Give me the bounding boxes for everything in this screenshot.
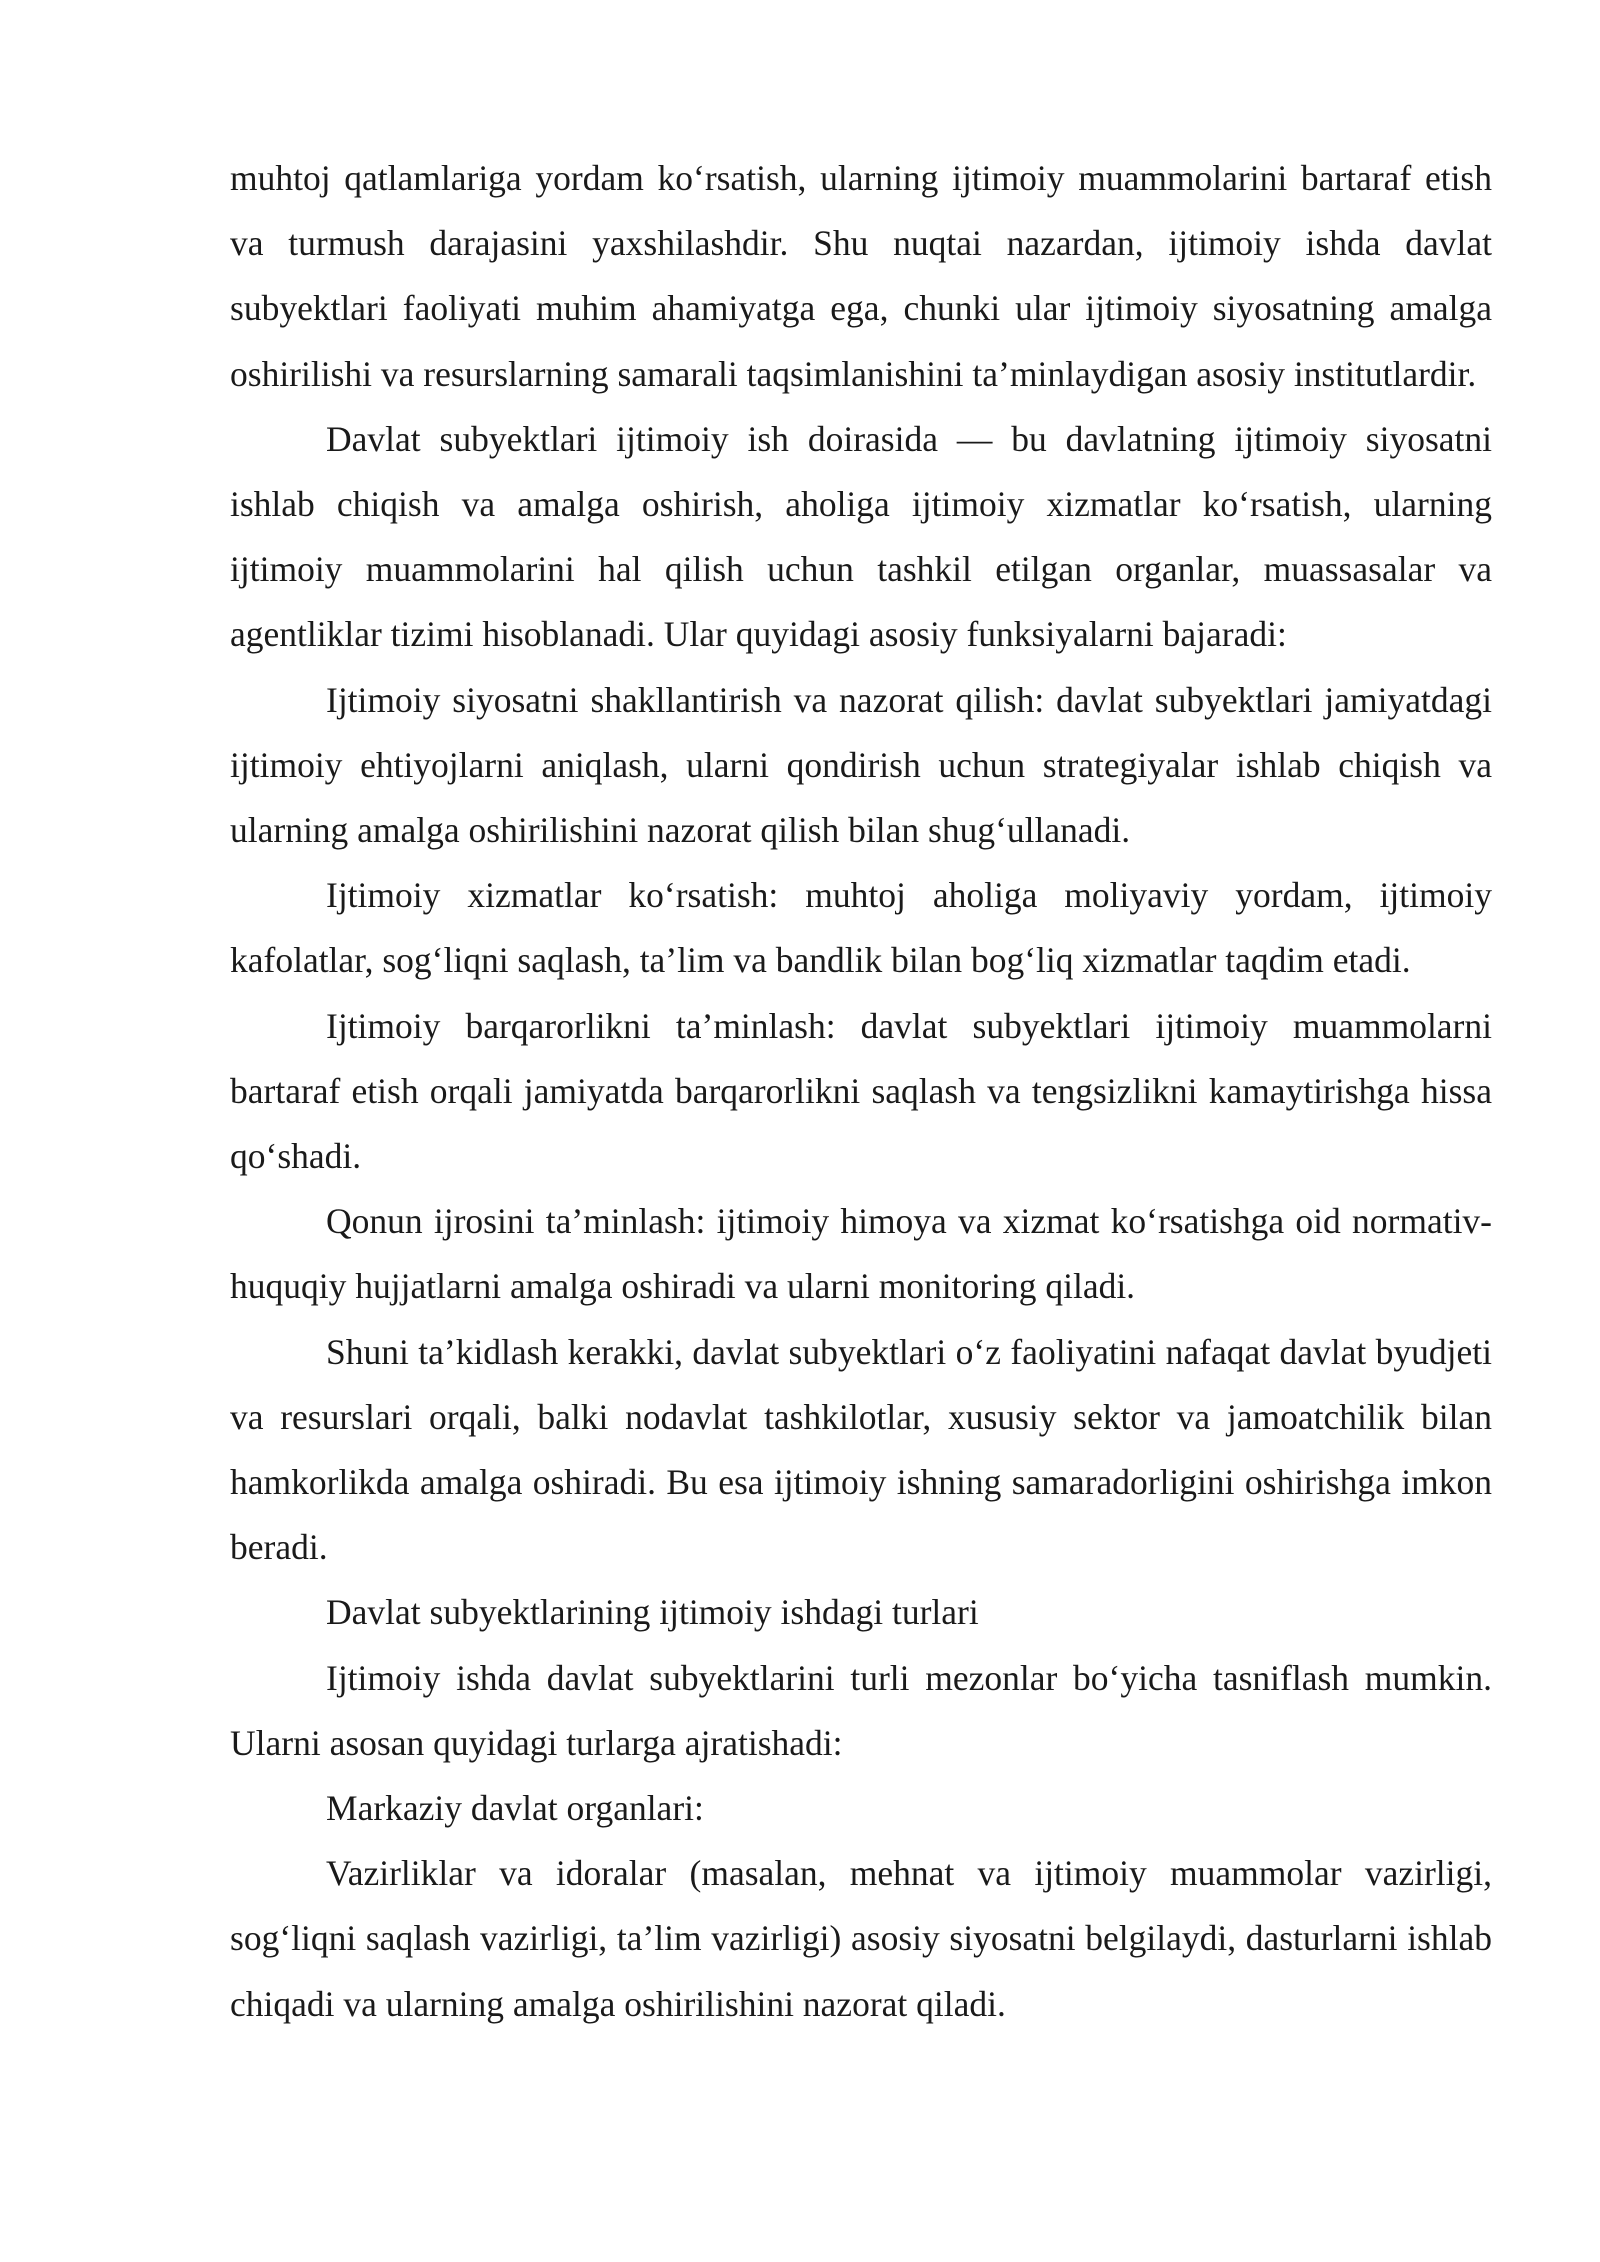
paragraph-continuation: muhtoj qatlamlariga yordam ko‘rsatish, ularning ijtimoiy muammolarini bartaraf etish va turmush darajasini yaxshilashdir. Shu nuqtai nazardan, ijtimoiy ishda davlat subyektlari faoliyati muhim ahamiyatga ega, chunki ular ijtimoiy siyosatning amalga oshirilishi va resurslarning samarali taqsimlanishini ta’minlaydigan asosiy institutlardir. — [230, 158, 1492, 394]
paragraph-classification: Ijtimoiy ishda davlat subyektlarini turli mezonlar bo‘yicha tasniflash mumkin. Ularni asosan quyidagi turlarga ajratishadi: — [230, 1657, 1492, 1763]
paragraph-function-law: Qonun ijrosini ta’minlash: ijtimoiy himoya va xizmat ko‘rsatishga oid normativ-huquqiy hujjatlarni amalga oshiradi va ularni monitoring qiladi. — [230, 1201, 1492, 1307]
paragraph-ministries: Vazirliklar va idoralar (masalan, mehnat va ijtimoiy muammolar vazirligi, sog‘liqni saqlash vazirligi, ta’lim vazirligi) asosiy siyosatni belgilaydi, dasturlarni ishlab chiqadi va ularning amalga oshirilishini nazorat qiladi. — [230, 1853, 1492, 2024]
subheading-central-organs: Markaziy davlat organlari: — [326, 1788, 704, 1829]
paragraph-function-stability: Ijtimoiy barqarorlikni ta’minlash: davlat subyektlari ijtimoiy muammolarni bartaraf etish orqali jamiyatda barqarorlikni saqlash va tengsizlikni kamaytirishga hissa qo‘shadi. — [230, 1005, 1492, 1177]
paragraph-definition: Davlat subyektlari ijtimoiy ish doirasida — bu davlatning ijtimoiy siyosatni ishlab chiqish va amalga oshirish, aholiga ijtimoiy xizmatlar ko‘rsatish, ularning ijtimoiy muammolarini hal qilish uchun tashkil etilgan organlar, muassasalar va agentliklar tizimi hisoblanadi. Ular quyidagi asosiy funksiyalarni bajaradi: — [230, 418, 1492, 655]
section-heading: Davlat subyektlarining ijtimoiy ishdagi turlari — [326, 1592, 979, 1633]
paragraph-function-services: Ijtimoiy xizmatlar ko‘rsatish: muhtoj aholiga moliyaviy yordam, ijtimoiy kafolatlar, sog‘liqni saqlash, ta’lim va bandlik bilan bog‘liq xizmatlar taqdim etadi. — [230, 875, 1492, 981]
paragraph-function-policy: Ijtimoiy siyosatni shakllantirish va nazorat qilish: davlat subyektlari jamiyatdagi ijtimoiy ehtiyojlarni aniqlash, ularni qondirish uchun strategiyalar ishlab chiqish va ularning amalga oshirilishini nazorat qilish bilan shug‘ullanadi. — [230, 679, 1492, 851]
paragraph-cooperation: Shuni ta’kidlash kerakki, davlat subyektlari o‘z faoliyatini nafaqat davlat byudjeti va resurslari orqali, balki nodavlat tashkilotlar, xususiy sektor va jamoatchilik bilan hamkorlikda amalga oshiradi. Bu esa ijtimoiy ishning samaradorligini oshirishga imkon beradi. — [230, 1331, 1492, 1568]
document-body — [230, 146, 1492, 2037]
